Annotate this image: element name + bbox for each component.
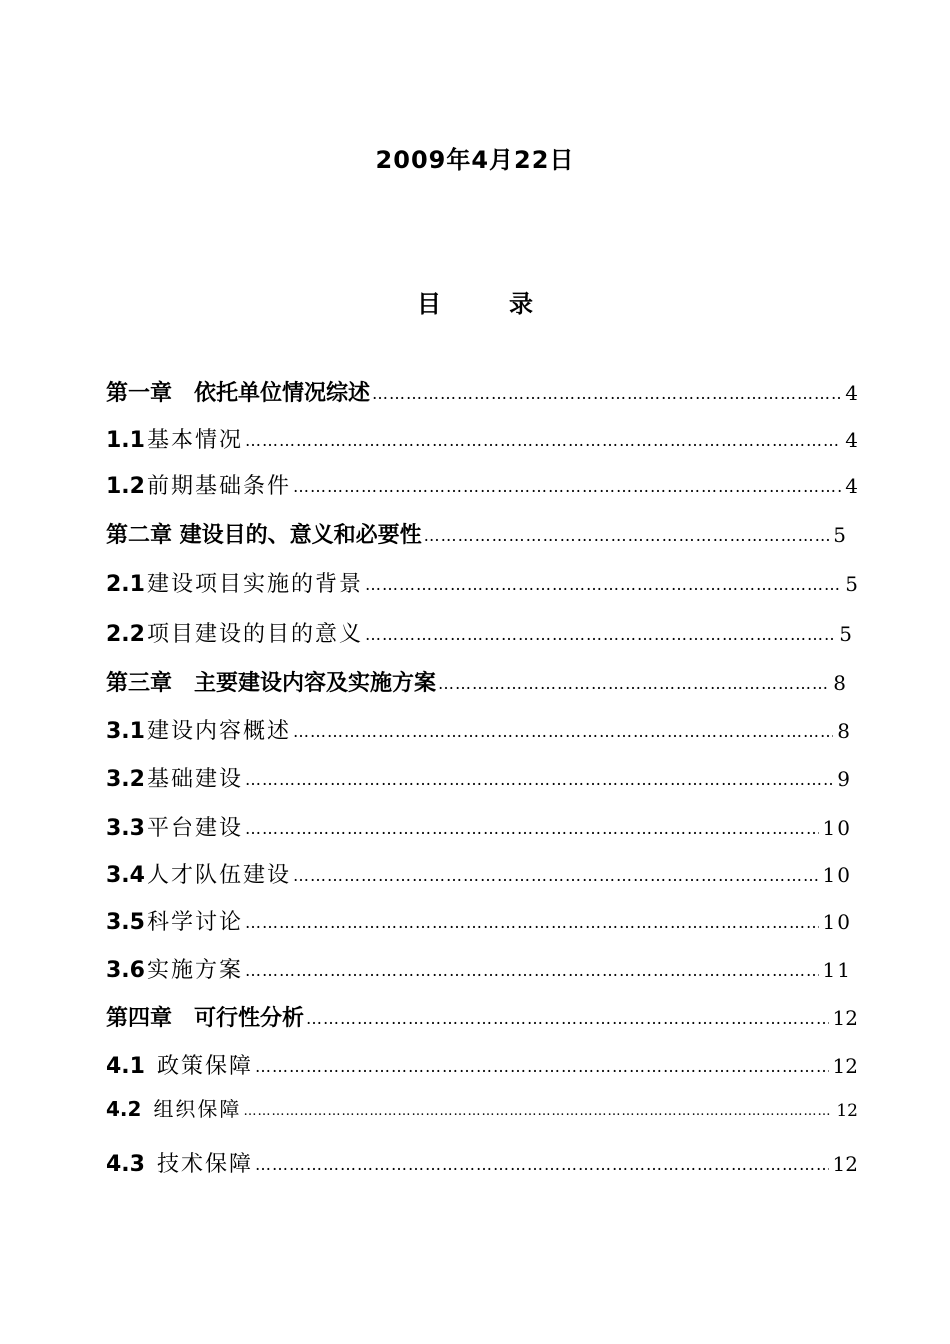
- toc-section-title: 技术保障: [156, 1152, 253, 1177]
- toc-entry-chapter-3[interactable]: [106, 666, 858, 700]
- toc-entry-section-2-2[interactable]: [106, 617, 858, 651]
- toc-dot-leader: [245, 763, 833, 797]
- toc-entry-section-4-2[interactable]: [106, 1092, 858, 1126]
- toc-entry-label: 第三章 主要建设内容及实施方案: [106, 671, 437, 696]
- toc-page-number: 10: [822, 863, 852, 887]
- toc-entry-section-3-5[interactable]: [106, 905, 858, 939]
- toc-section-title: 科学讨论: [146, 910, 243, 935]
- toc-page-number: 8: [833, 671, 846, 695]
- toc-section-number: 2.2: [106, 622, 145, 647]
- toc-section-number: 3.5: [106, 910, 145, 935]
- toc-section-number: 3.4: [106, 863, 145, 888]
- toc-section-number: 3.1: [106, 719, 145, 744]
- toc-dot-leader: [255, 1148, 829, 1182]
- toc-section-title: 基本情况: [146, 428, 243, 453]
- toc-entry-section-3-3[interactable]: [106, 811, 858, 845]
- toc-section-number: 3.6: [106, 958, 145, 983]
- toc-entry-chapter-4[interactable]: [106, 1001, 858, 1035]
- toc-dot-leader: [293, 470, 841, 504]
- toc-page-number: 11: [822, 958, 852, 982]
- toc-section-number: 4.1: [106, 1054, 145, 1079]
- toc-page-number: 4: [845, 381, 858, 405]
- toc-dot-leader: [293, 715, 833, 749]
- toc-page-number: 10: [822, 816, 852, 840]
- toc-page-number: 4: [845, 474, 858, 498]
- toc-entry-section-4-1[interactable]: [106, 1049, 858, 1083]
- toc-page-number: 5: [833, 523, 846, 547]
- toc-page-number: 12: [832, 1152, 858, 1176]
- toc-section-title: 人才队伍建设: [146, 863, 291, 888]
- toc-dot-leader: [306, 1002, 829, 1036]
- toc-entry-chapter-2[interactable]: [106, 518, 858, 552]
- toc-section-number: 4.3: [106, 1152, 145, 1177]
- toc-section-title: 建设内容概述: [146, 719, 291, 744]
- toc-entry-section-3-1[interactable]: [106, 714, 858, 748]
- toc-page-number: 12: [832, 1006, 858, 1030]
- toc-page-number: 12: [836, 1101, 858, 1121]
- toc-entry-section-3-2[interactable]: [106, 762, 858, 796]
- toc-section-number: 3.2: [106, 767, 145, 792]
- toc-dot-leader: [245, 906, 819, 940]
- toc-section-title: 项目建设的目的意义: [146, 622, 363, 647]
- toc-section-title: 组织保障: [153, 1097, 242, 1121]
- toc-page-number: 12: [832, 1054, 858, 1078]
- toc-dot-leader: [245, 424, 841, 458]
- toc-page-number: 5: [845, 572, 858, 596]
- toc-title: 目 录: [417, 290, 555, 318]
- toc-page-number: 4: [845, 428, 858, 452]
- toc-entry-chapter-1[interactable]: [106, 376, 858, 410]
- toc-page-number: 5: [839, 622, 852, 646]
- toc-section-number: 3.3: [106, 816, 145, 841]
- toc-entry-section-3-4[interactable]: [106, 858, 858, 892]
- toc-section-number: 1.1: [106, 428, 145, 453]
- toc-dot-leader: [245, 954, 819, 988]
- document-date: 2009年4月22日: [375, 146, 575, 174]
- toc-dot-leader: [255, 1050, 829, 1084]
- toc-dot-leader: [424, 519, 830, 553]
- toc-section-number: 1.2: [106, 474, 145, 499]
- toc-dot-leader: [365, 568, 841, 602]
- toc-dot-leader: [438, 667, 829, 701]
- toc-entry-section-1-2[interactable]: [106, 469, 858, 503]
- toc-section-title: 实施方案: [146, 958, 243, 983]
- toc-section-title: 建设项目实施的背景: [146, 572, 363, 597]
- toc-section-number: 4.2: [106, 1097, 142, 1121]
- toc-entry-label: 第一章 依托单位情况综述: [106, 381, 371, 406]
- toc-section-title: 平台建设: [146, 816, 243, 841]
- toc-dot-leader: [245, 812, 819, 846]
- toc-section-title: 前期基础条件: [146, 474, 291, 499]
- toc-dot-leader: [372, 377, 841, 411]
- toc-entry-label: 第四章 可行性分析: [106, 1006, 305, 1031]
- toc-section-title: 政策保障: [156, 1054, 253, 1079]
- toc-page-number: 8: [837, 719, 850, 743]
- toc-page-number: 9: [837, 767, 850, 791]
- toc-dot-leader: [365, 618, 835, 652]
- toc-section-number: 2.1: [106, 572, 145, 597]
- toc-entry-label: 第二章 建设目的、意义和必要性: [106, 523, 422, 548]
- toc-section-title: 基础建设: [146, 767, 243, 792]
- toc-entry-section-1-1[interactable]: [106, 423, 858, 457]
- toc-page-number: 10: [822, 910, 852, 934]
- toc-entry-section-3-6[interactable]: [106, 953, 858, 987]
- toc-dot-leader: [243, 1095, 832, 1129]
- toc-dot-leader: [293, 859, 819, 893]
- toc-entry-section-2-1[interactable]: [106, 567, 858, 601]
- toc-entry-section-4-3[interactable]: [106, 1147, 858, 1181]
